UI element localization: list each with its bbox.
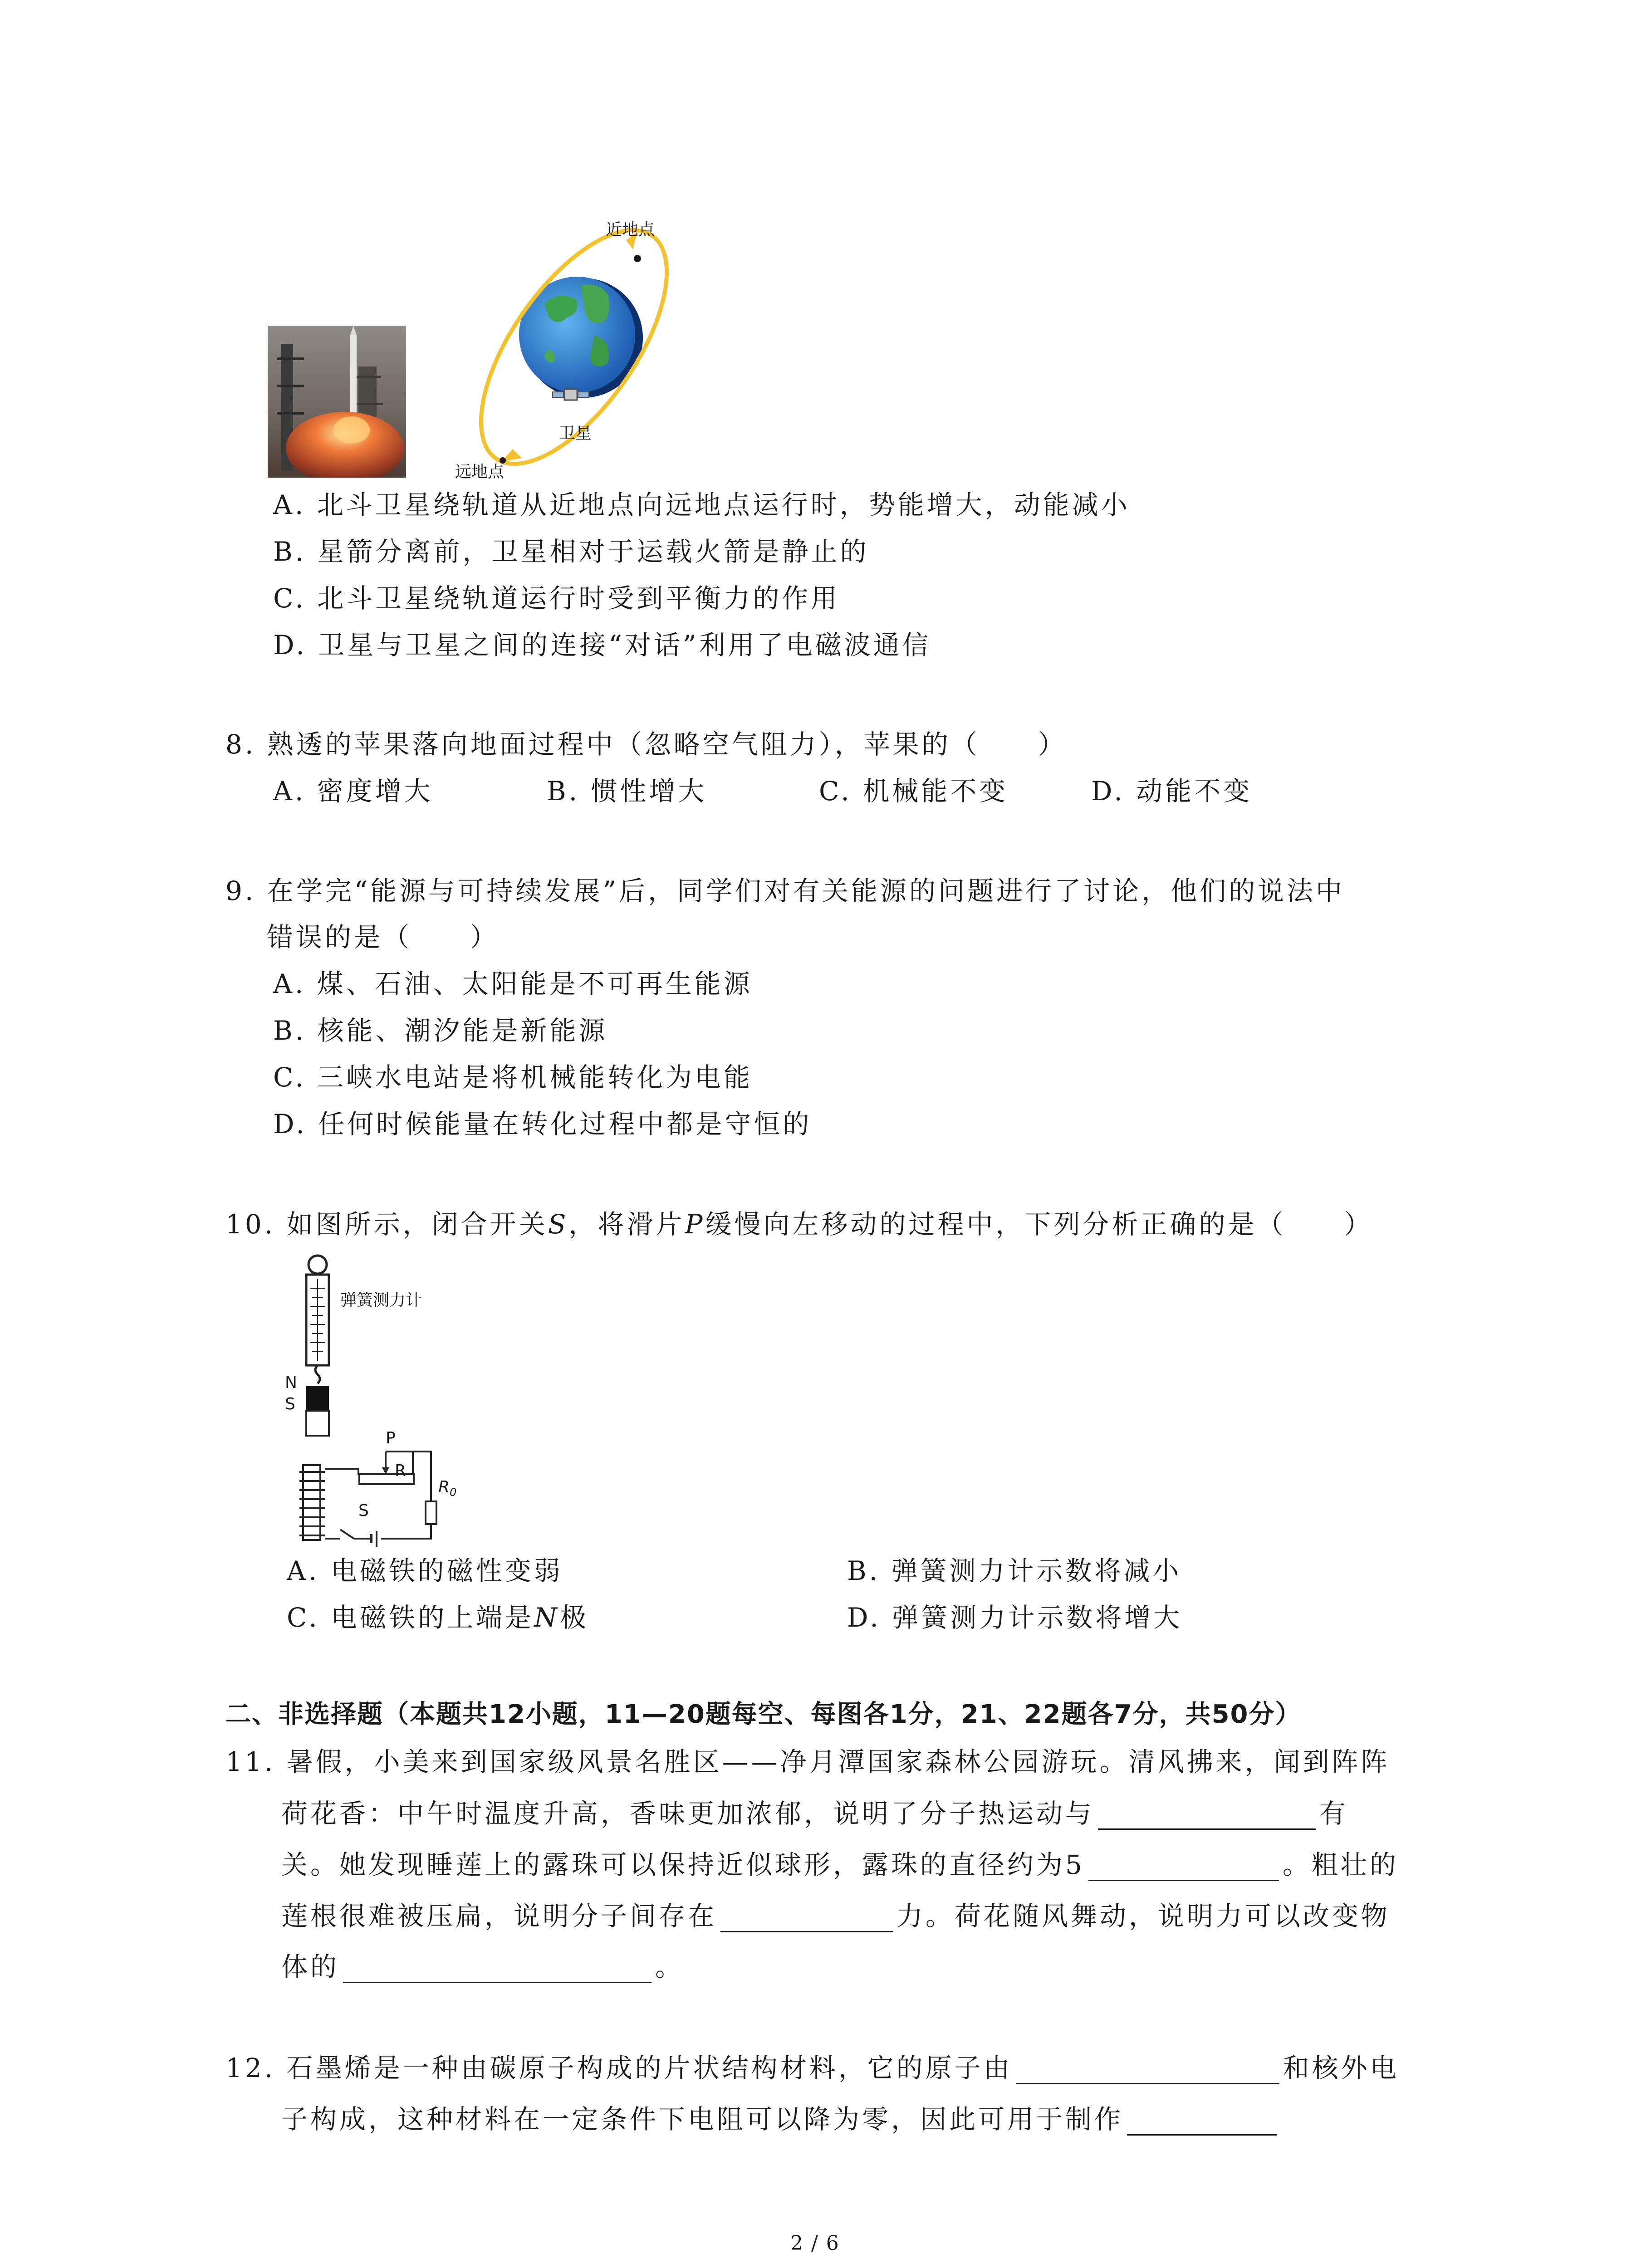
q7-option-d: D. 卫星与卫星之间的连接“对话”利用了电磁波通信 [273,630,931,660]
q11-blank-1[interactable] [1098,1801,1316,1830]
q9-option-a: A. 煤、石油、太阳能是不可再生能源 [273,968,753,999]
q7-option-b: B. 星箭分离前，卫星相对于运载火箭是静止的 [273,536,869,567]
section-2-heading: 二、非选择题（本题共12小题，11—20题每空、每图各1分，21、22题各7分，共50分） [225,1700,1302,1729]
q11-line2: 荷花香：中午时温度升高，香味更加浓郁，说明了分子热运动与 有 [281,1798,1349,1829]
q11-line4: 莲根很难被压扁，说明分子间存在 力。荷花随风舞动，说明力可以改变物 [281,1901,1391,1931]
q11-blank-3[interactable] [720,1904,893,1932]
q7-option-c: C. 北斗卫星绕轨道运行时受到平衡力的作用 [273,583,840,614]
satellite-orbit-diagram [458,213,712,485]
satellite-label: 卫星 [559,424,592,443]
q8-option-d: D. 动能不变 [1091,776,1253,807]
q10-option-a: A. 电磁铁的磁性变弱 [287,1555,563,1586]
q11-blank-4[interactable] [343,1955,652,1983]
q10-stem: 10. 如图所示，闭合开关S，将滑片P缓慢向左移动的过程中，下列分析正确的是（ ） [225,1209,1373,1240]
resistor-r-label: R [395,1461,407,1480]
page-number: 2 / 6 [790,2232,840,2255]
slider-p-label: P [386,1429,396,1447]
q10-option-d: D. 弹簧测力计示数将增大 [847,1602,1183,1633]
magnet-s-label: S [285,1395,295,1413]
q11-line1: 11. 暑假，小美来到国家级风景名胜区——净月潭国家森林公园游玩。清风拂来，闻到阵阵 [225,1746,1390,1777]
q11-line3: 关。她发现睡莲上的露珠可以保持近似球形，露珠的直径约为5 。粗壮的 [281,1849,1399,1880]
q7-option-a: A. 北斗卫星绕轨道从近地点向远地点运行时，势能增大，动能减小 [273,489,1130,520]
q12-line1: 12. 石墨烯是一种由碳原子构成的片状结构材料，它的原子由 和核外电 [225,2053,1399,2083]
q9-option-d: D. 任何时候能量在转化过程中都是守恒的 [273,1109,812,1139]
q12-blank-1[interactable] [1016,2056,1279,2084]
q8-option-b: B. 惯性增大 [547,776,707,807]
q11-blank-2[interactable] [1088,1853,1279,1881]
rocket-launch-photo [268,326,406,478]
switch-s-label: S [358,1501,369,1520]
q10-option-c: C. 电磁铁的上端是N极 [287,1602,589,1633]
magnet-n-label: N [285,1374,297,1392]
q12-line2: 子构成，这种材料在一定条件下电阻可以降为零，因此可用于制作 [281,2103,1280,2136]
perigee-label: 近地点 [606,220,655,239]
q12-blank-2[interactable] [1127,2107,1277,2136]
q10-option-b: B. 弹簧测力计示数将减小 [847,1555,1182,1586]
spring-scale-label: 弹簧测力计 [340,1291,422,1310]
apogee-label: 远地点 [455,463,505,481]
q9-option-c: C. 三峡水电站是将机械能转化为电能 [273,1062,753,1093]
q9-option-b: B. 核能、潮汐能是新能源 [273,1015,608,1046]
q11-line5: 体的 。 [281,1951,685,1982]
q9-stem-line1: 9. 在学完“能源与可持续发展”后，同学们对有关能源的问题进行了讨论，他们的说法中 [225,875,1345,906]
q8-option-c: C. 机械能不变 [819,776,1009,807]
resistor-r0-label: $R_0$ [438,1478,457,1499]
q8-option-a: A. 密度增大 [273,776,433,807]
q9-stem-line2: 错误的是（ ） [267,922,500,953]
q8-stem: 8. 熟透的苹果落向地面过程中（忽略空气阻力），苹果的（ ） [225,729,1067,760]
